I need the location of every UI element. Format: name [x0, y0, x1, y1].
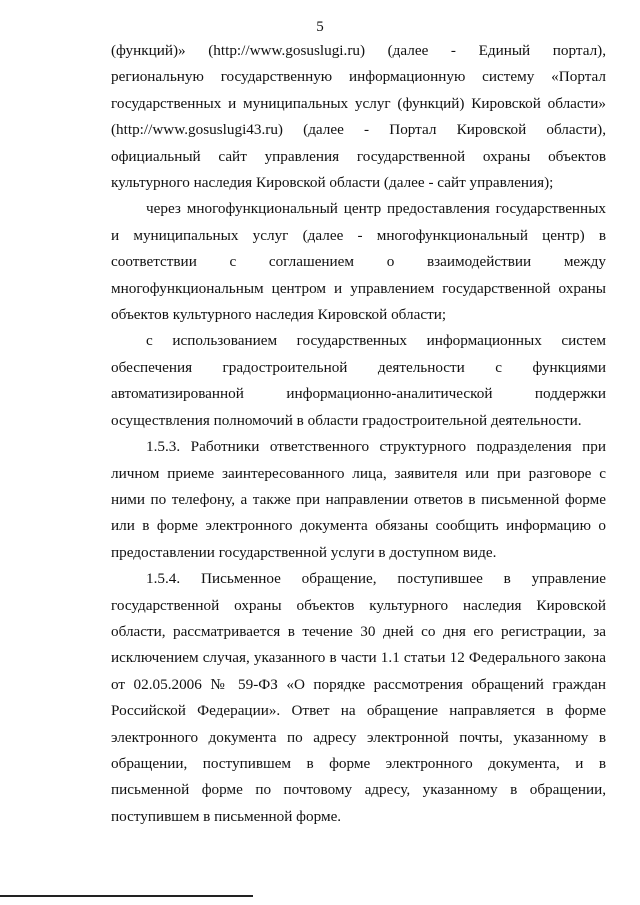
- page-number: 5: [316, 19, 324, 35]
- paragraph-urban-planning-systems: с использованием государственных информационных систем обеспечения градостроительной деятельности с функциями автоматизированной информационно-аналитической поддержки осуществления полномочий в области градостроительной деятельности.: [111, 332, 606, 429]
- document-body: [111, 38, 606, 830]
- paragraph-multifunctional-center: через многофункциональный центр предоставления государственных и муниципальных услуг (далее - многофункциональный центр) в соответствии с соглашением о взаимодействии между многофункциональным центром и управлением государственной охраны объектов культурного наследия Кировской области;: [111, 200, 606, 324]
- paragraph-portals-continued: (функций)» (http://www.gosuslugi.ru) (далее - Единый портал), региональную государственную информационную систему «Портал государственных и муниципальных услуг (функций) Кировской области» (http://www.gosuslugi43.ru) (далее - Портал Кировской области), официальный сайт управления государственной охраны объектов культурного наследия Кировской области (далее - сайт управления);: [111, 42, 606, 192]
- paragraph-1-5-3: 1.5.3. Работники ответственного структурного подразделения при личном приеме заинтересованного лица, заявителя или при разговоре с ними по телефону, а также при направлении ответов в письменной форме или в форме электронного документа обязаны сообщить информацию о предоставлении государственной услуги в доступном виде.: [111, 438, 606, 561]
- paragraph-1-5-4: 1.5.4. Письменное обращение, поступившее в управление государственной охраны объектов культурного наследия Кировской области, рассматривается в течение 30 дней со дня его регистрации, за исключением случая, указанного в части 1.1 статьи 12 Федерального закона от 02.05.2006 № 59-ФЗ «О порядке рассмотрения обращений граждан Российской Федерации». Ответ на обращение направляется в форме электронного документа по адресу электронной почты, указанному в обращении, поступившем в форме электронного документа, и в письменной форме по почтовому адресу, указанному в обращении, поступившем в письменной форме.: [111, 570, 606, 825]
- footnote-divider: [0, 895, 253, 897]
